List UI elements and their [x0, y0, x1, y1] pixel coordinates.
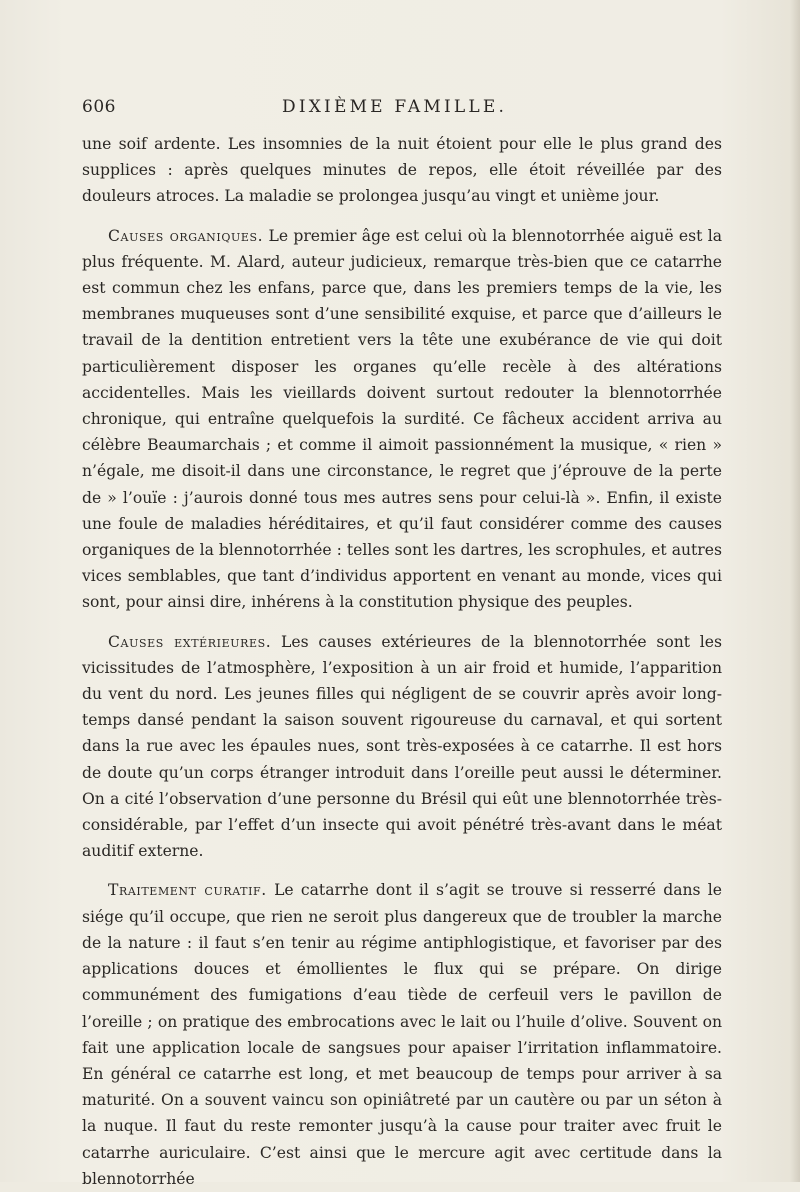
page-edge-shadow [790, 0, 800, 1182]
paragraph-text: Les causes extérieures de la blennotorrhée sont les vicissitudes de l’atmosphère, l’exposition à un air froid et humide, l’apparition du vent du nord. Les jeunes filles qui négligent de se couvrir après avoir long-temps dansé pendant la saison souvent rigoureuse du carnaval, et qui sortent dans la rue avec les épaules nues, sont très-exposées à ce catarrhe. Il est hors de doute qu’un corps étranger introduit dans l’oreille peut aussi le déterminer. On a cité l’observation d’une personne du Brésil qui eût une blennotorrhée très-considérable, par l’effet d’un insecte qui avoit pénétré très-avant dans le méat auditif externe. [82, 632, 722, 861]
page-number: 606 [82, 97, 116, 117]
section-heading: Causes extérieures. [108, 632, 272, 651]
paragraph-causes-exterieures [82, 629, 722, 865]
paragraph-text: Le catarrhe dont il s’agit se trouve si resserré dans le siége qu’il occupe, que rien ne seroit plus dangereux que de troubler la marche de la nature : il faut s’en tenir au régime antiphlogistique, et favoriser par des applications douces et émollientes le flux qui se prépare. On dirige communément des fumigations d’eau tiède de cerfeuil vers le pavillon de l’oreille ; on pratique des embrocations avec le lait ou l’huile d’olive. Souvent on fait une application locale de sangsues pour apaiser l’irritation inflammatoire. En général ce catarrhe est long, et met beaucoup de temps pour arriver à sa maturité. On a souvent vaincu son opiniâtreté par un cautère ou par un séton à la nuque. Il faut du reste remonter jusqu’à la cause pour traiter avec fruit le catarrhe auriculaire. C’est ainsi que le mercure agit avec certitude dans la blennotorrhée [82, 881, 722, 1188]
page-header [82, 97, 722, 121]
running-title: DIXIÈME FAMILLE. [282, 97, 508, 117]
paragraph-traitement-curatif [82, 877, 722, 1191]
paragraph-causes-organiques [82, 223, 722, 616]
paragraph-text: une soif ardente. Les insomnies de la nuit étoient pour elle le plus grand des supplices : après quelques minutes de repos, elle étoit réveillée par des douleurs atroces. La maladie se prolongea jusqu’au vingt et unième jour. [82, 135, 722, 206]
paragraph-continuation [82, 131, 722, 210]
section-heading: Traitement curatif. [108, 881, 267, 900]
paragraph-text: Le premier âge est celui où la blennotorrhée aiguë est la plus fréquente. M. Alard, auteur judicieux, remarque très-bien que ce catarrhe est commun chez les enfans, parce que, dans les premiers temps de la vie, les membranes muqueuses sont d’une sensibilité exquise, et parce que d’ailleurs le travail de la dentition entretient vers la tête une exubérance de vie qui doit particulièrement disposer les organes qu’elle recèle à des altérations accidentelles. Mais les vieillards doivent surtout redouter la blennotorrhée chronique, qui entraîne quelquefois la surdité. Ce fâcheux accident arriva au célèbre Beaumarchais ; et comme il aimoit passionnément la musique, « rien » n’égale, me disoit-il dans une circonstance, le regret que j’éprouve de la perte de » l’ouïe : j’aurois donné tous mes autres sens pour celui-là ». Enfin, il existe une foule de maladies héréditaires, et qu’il faut considérer comme des causes organiques de la blennotorrhée : telles sont les dartres, les scrophules, et autres vices semblables, que tant d’individus apportent en venant au monde, vices qui sont, pour ainsi dire, inhérens à la constitution physique des peuples. [82, 226, 722, 612]
body-text [82, 131, 722, 1192]
section-heading: Causes organiques. [108, 226, 264, 245]
